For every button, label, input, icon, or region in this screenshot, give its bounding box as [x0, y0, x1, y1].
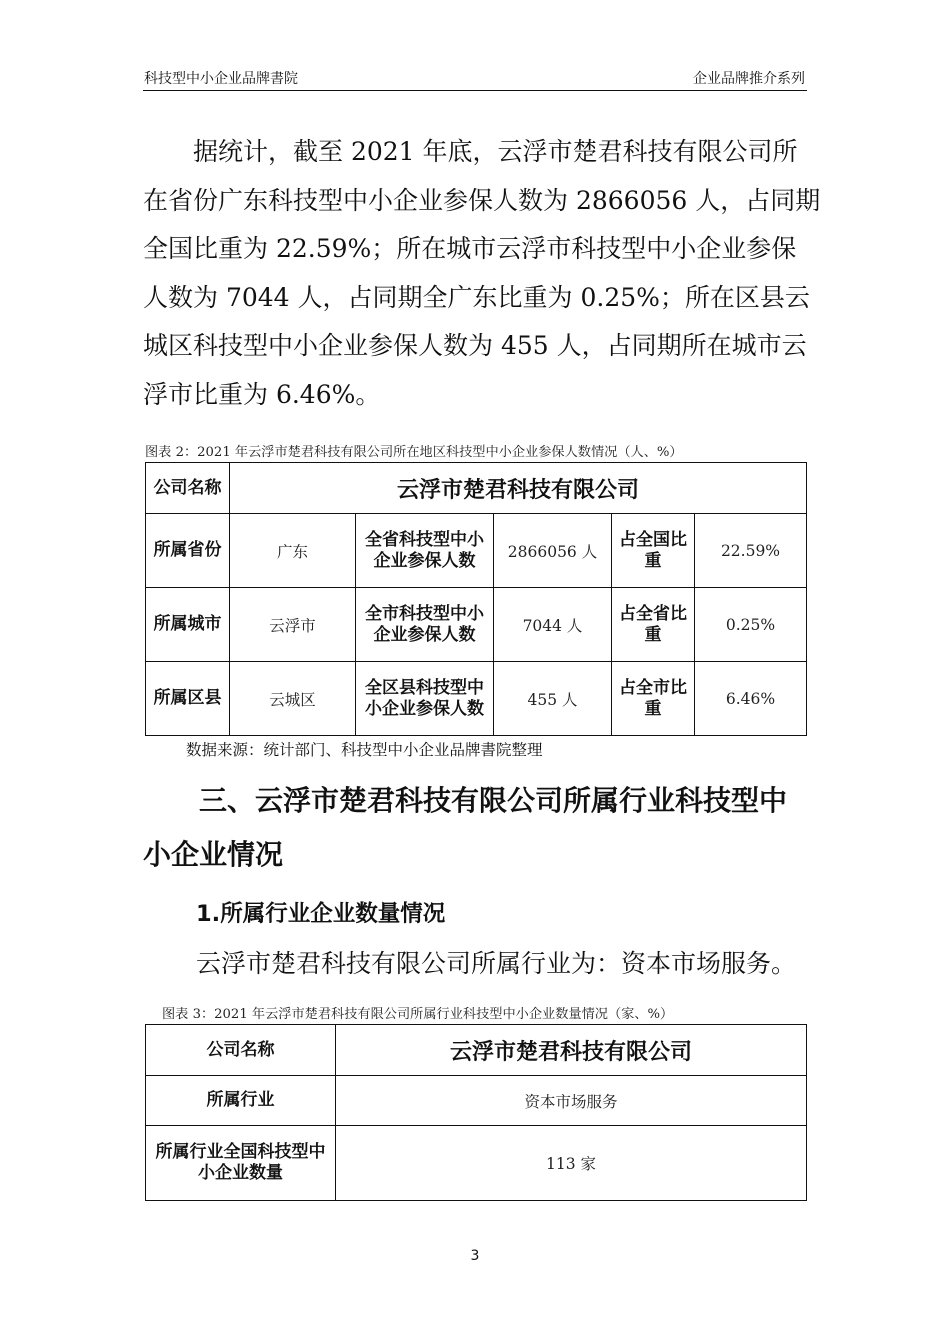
share-label-cell: 占全国比重 — [612, 514, 695, 588]
count-cell: 455 人 — [494, 662, 612, 736]
heading-line: 小企业情况 — [143, 838, 284, 871]
share-label-cell: 占全省比重 — [612, 588, 695, 662]
paragraph-line: 城区科技型中小企业参保人数为 455 人，占同期所在城市云 — [143, 331, 807, 360]
table-row — [146, 463, 807, 514]
paragraph-line: 据统计，截至 2021 年底，云浮市楚君科技有限公司所 — [143, 137, 798, 166]
paragraph-insured-stats — [143, 128, 821, 419]
metric-label-cell: 全市科技型中小企业参保人数 — [356, 588, 494, 662]
paragraph-line: 在省份广东科技型中小企业参保人数为 2866056 人，占同期 — [143, 185, 821, 215]
company-name-cell: 云浮市楚君科技有限公司 — [336, 1025, 807, 1076]
paragraph-line: 人数为 7044 人，占同期全广东比重为 0.25%；所在区县云 — [143, 282, 810, 312]
company-label-cell: 公司名称 — [146, 1025, 336, 1076]
share-label-cell: 占全市比重 — [612, 662, 695, 736]
section3-heading — [143, 774, 811, 882]
industry-cell: 资本市场服务 — [336, 1076, 807, 1126]
company-name-cell: 云浮市楚君科技有限公司 — [230, 463, 807, 514]
page-number: 3 — [470, 1248, 480, 1264]
row-label-cell: 所属城市 — [146, 588, 230, 662]
header-right: 企业品牌推介系列 — [693, 71, 805, 87]
table-row — [146, 1076, 807, 1126]
table-row — [146, 1025, 807, 1076]
share-cell: 0.25% — [695, 588, 807, 662]
count-cell: 7044 人 — [494, 588, 612, 662]
table3-caption: 图表 3：2021 年云浮市楚君科技有限公司所属行业科技型中小企业数量情况（家、%） — [162, 1007, 674, 1022]
industry-label-cell: 所属行业 — [146, 1076, 336, 1126]
paragraph-line: 浮市比重为 6.46%。 — [143, 379, 381, 409]
region-cell: 云浮市 — [230, 588, 356, 662]
count-label-cell: 所属行业全国科技型中小企业数量 — [146, 1126, 336, 1201]
insured-table — [145, 462, 807, 736]
table-row — [146, 514, 807, 588]
count-cell: 113 家 — [336, 1126, 807, 1201]
count-cell: 2866056 人 — [494, 514, 612, 588]
table-row — [146, 662, 807, 736]
region-cell: 广东 — [230, 514, 356, 588]
company-label-cell: 公司名称 — [146, 463, 230, 514]
row-label-cell: 所属省份 — [146, 514, 230, 588]
table-row — [146, 1126, 807, 1201]
heading-line: 三、云浮市楚君科技有限公司所属行业科技型中 — [143, 784, 788, 817]
row-label-cell: 所属区县 — [146, 662, 230, 736]
paragraph-line: 全国比重为 22.59%；所在城市云浮市科技型中小企业参保 — [143, 234, 797, 263]
industry-paragraph — [196, 940, 816, 989]
share-cell: 6.46% — [695, 662, 807, 736]
metric-label-cell: 全省科技型中小企业参保人数 — [356, 514, 494, 588]
table-row — [146, 588, 807, 662]
metric-label-cell: 全区县科技型中小企业参保人数 — [356, 662, 494, 736]
header-rule — [143, 90, 807, 91]
section3-subheading: 1.所属行业企业数量情况 — [196, 901, 446, 927]
share-cell: 22.59% — [695, 514, 807, 588]
table2-caption: 图表 2：2021 年云浮市楚君科技有限公司所在地区科技型中小企业参保人数情况（人、%） — [145, 445, 683, 460]
region-cell: 云城区 — [230, 662, 356, 736]
paragraph-line: 云浮市楚君科技有限公司所属行业为：资本市场服务。 — [196, 949, 797, 978]
industry-table — [145, 1024, 807, 1201]
header-left: 科技型中小企业品牌書院 — [144, 71, 298, 87]
table2-source: 数据来源：统计部门、科技型中小企业品牌書院整理 — [186, 741, 543, 759]
